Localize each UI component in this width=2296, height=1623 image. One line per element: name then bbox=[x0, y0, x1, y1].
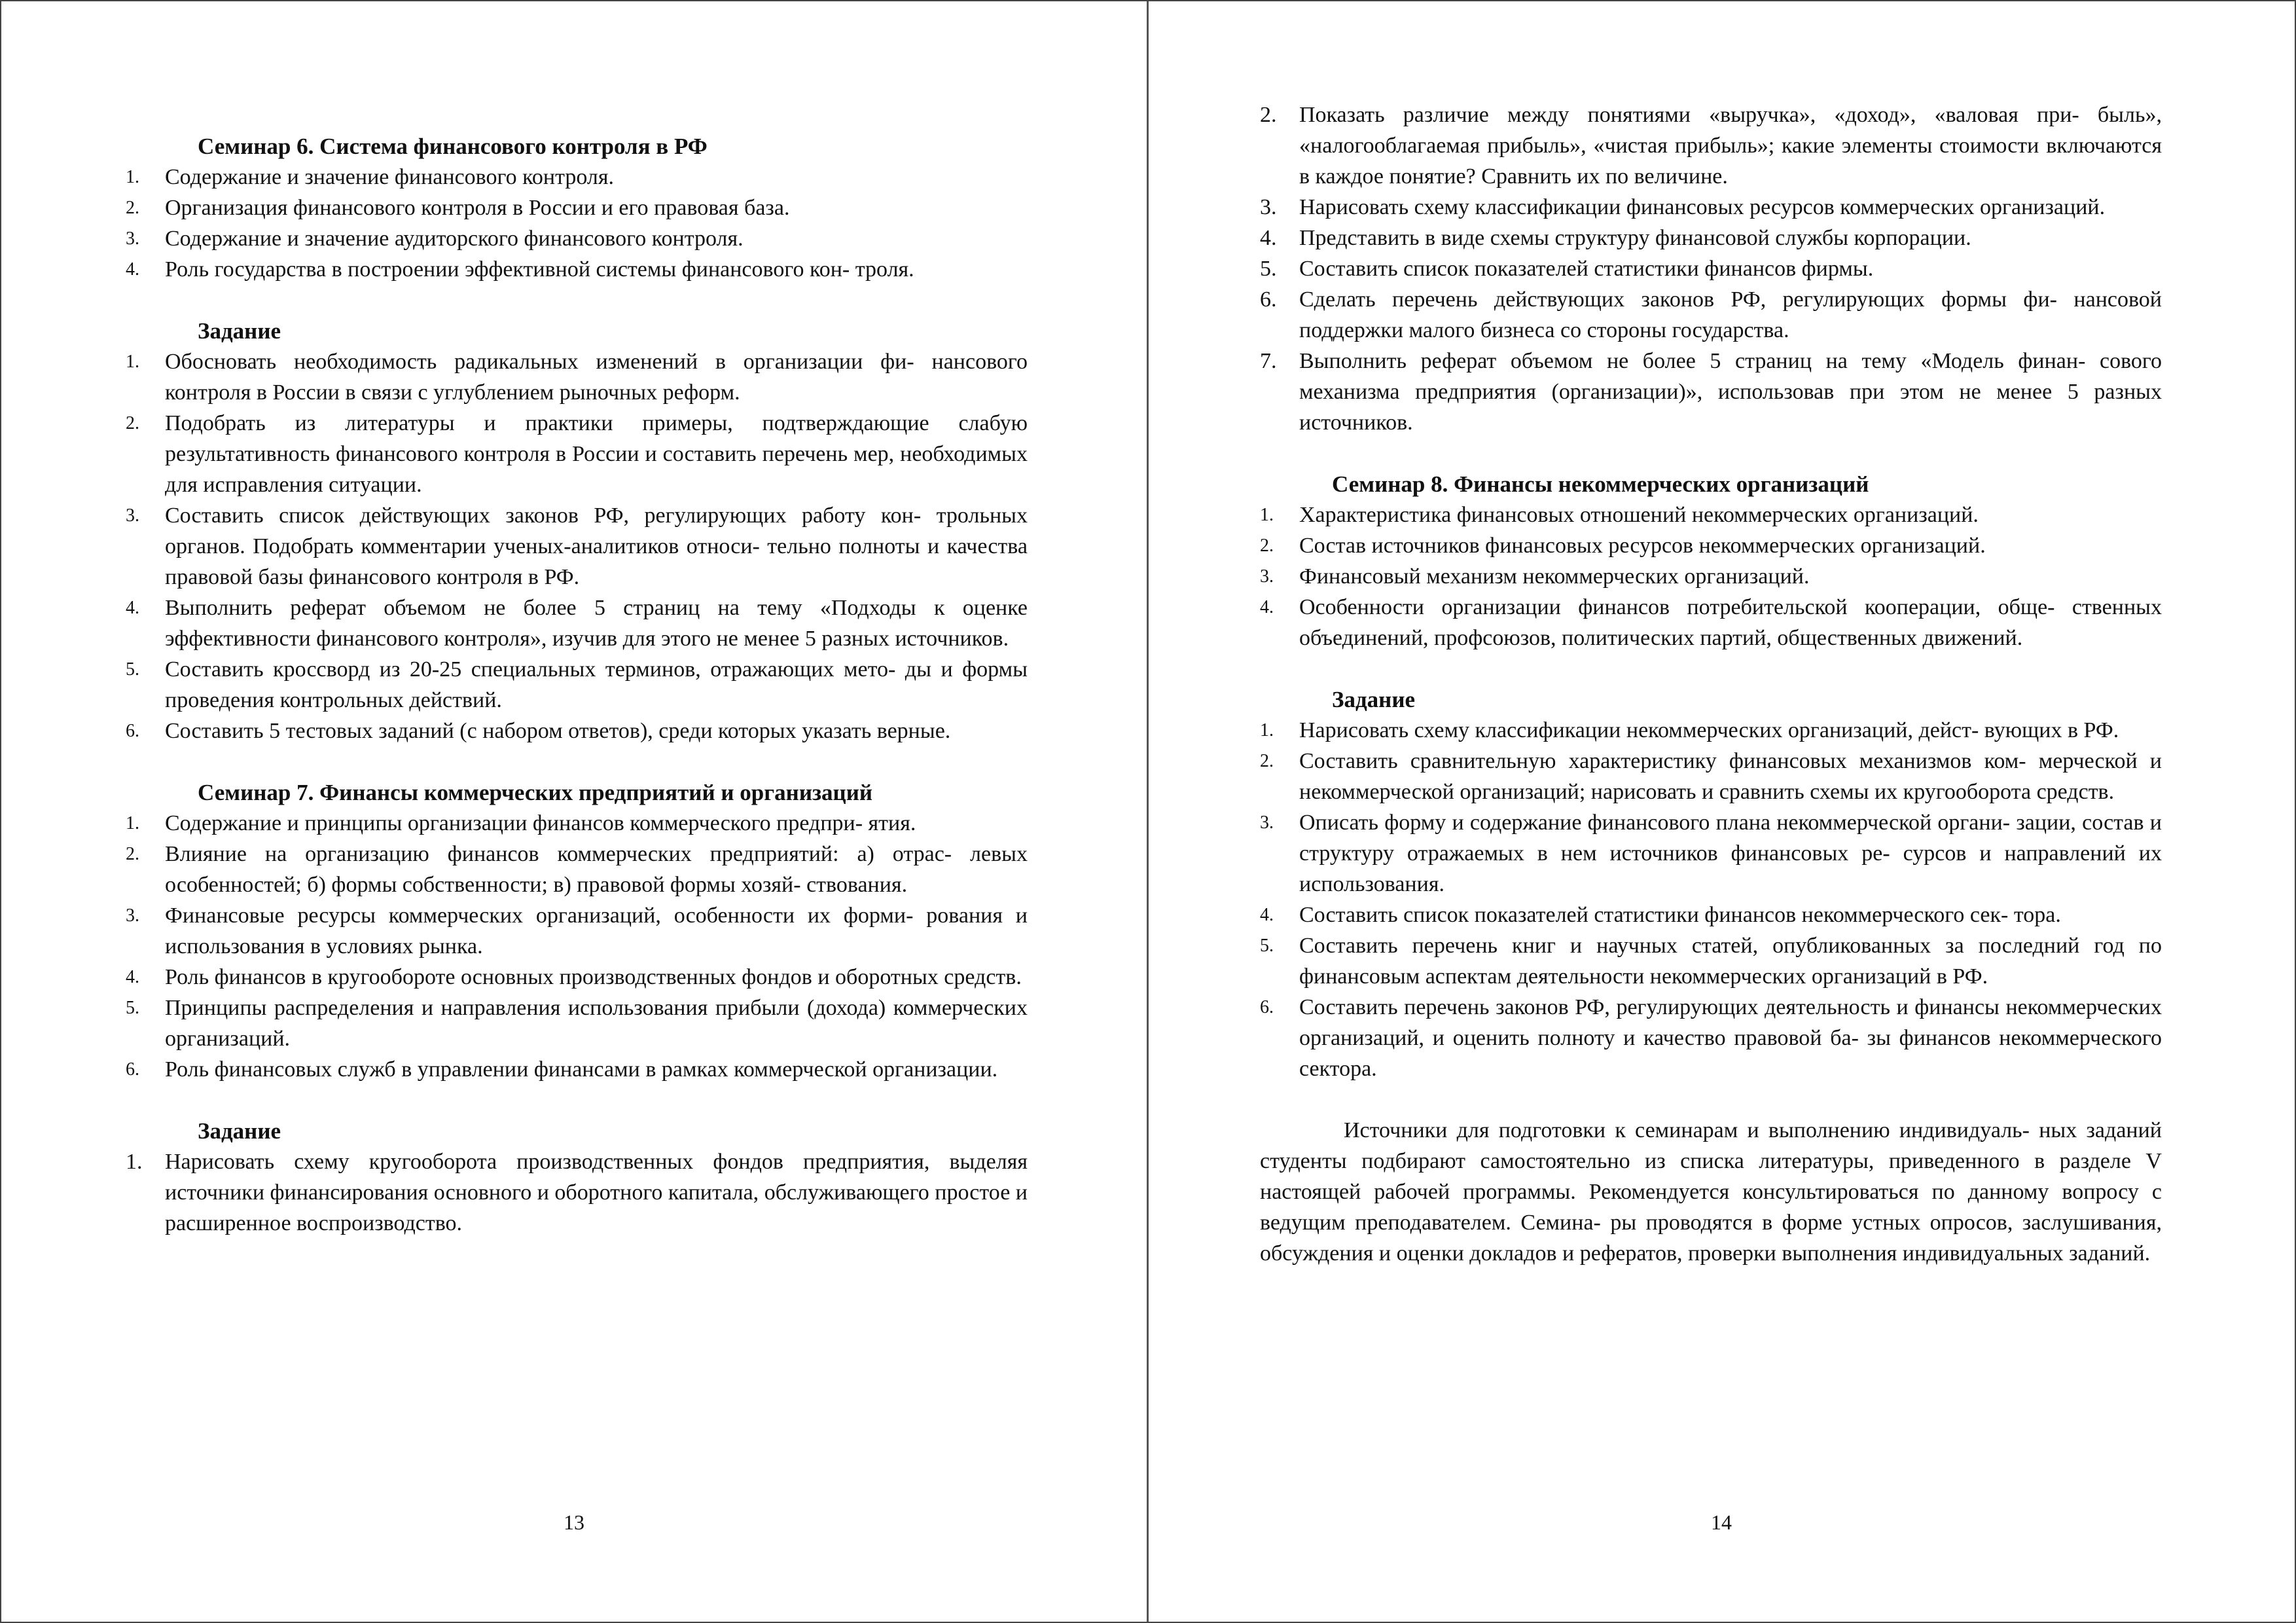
list-item bbox=[126, 223, 1028, 254]
seminar-7-title: Семинар 7. Финансы коммерческих предприятий и организаций bbox=[198, 780, 873, 805]
seminar-8-title: Семинар 8. Финансы некоммерческих организаций bbox=[1332, 471, 1869, 497]
list-item-text: Содержание и значение аудиторского финансового контроля. bbox=[165, 227, 744, 251]
list-item-text: Составить перечень законов РФ, регулирующих деятельность и финансы некоммерческих организаций, и оценить полноту и качество правовой ба- зы финансов некоммерческого сектора. bbox=[1299, 995, 2162, 1081]
list-item-number: 5. bbox=[1260, 257, 1277, 281]
list-item-number: 5. bbox=[126, 998, 139, 1018]
list-item-number: 2. bbox=[126, 413, 139, 433]
list-item-text: Роль финансовых служб в управлении финансами в рамках коммерческой организации. bbox=[165, 1057, 998, 1082]
list-item-number: 3. bbox=[126, 228, 139, 249]
list-item-text: Подобрать из литературы и практики примеры, подтверждающие слабую результативность финансового контроля в России и составить перечень мер, необходимых для исправления ситуации. bbox=[165, 411, 1028, 497]
list-item-number: 2. bbox=[1260, 103, 1277, 127]
list-item-text: Нарисовать схему классификации некоммерческих организаций, дейст- вующих в РФ. bbox=[1299, 718, 2119, 742]
list-item bbox=[126, 346, 1028, 408]
list-item-text: Содержание и значение финансового контроля. bbox=[165, 165, 615, 189]
list-item bbox=[126, 254, 1028, 285]
seminar-8-tasks bbox=[1260, 715, 2162, 1084]
list-item-text: Влияние на организацию финансов коммерческих предприятий: а) отрас- левых особенностей; б) формы собственности; в) правовой формы хозяй- ствования. bbox=[165, 842, 1028, 897]
list-item-number: 6. bbox=[126, 1059, 139, 1080]
list-item bbox=[1260, 100, 2162, 192]
list-item-number: 4. bbox=[126, 967, 139, 987]
list-item-text: Сделать перечень действующих законов РФ, регулирующих формы фи- нансовой поддержки малого бизнеса со стороны государства. bbox=[1299, 287, 2162, 342]
list-item bbox=[126, 408, 1028, 500]
list-item-text: Состав источников финансовых ресурсов некоммерческих организаций. bbox=[1299, 534, 1986, 558]
list-item bbox=[126, 593, 1028, 654]
list-item-text: Характеристика финансовых отношений некоммерческих организаций. bbox=[1299, 503, 1979, 527]
seminar-7-items bbox=[126, 808, 1028, 1085]
list-item bbox=[1260, 223, 2162, 253]
list-item bbox=[1260, 284, 2162, 346]
list-item-number: 6. bbox=[1260, 287, 1277, 312]
list-item-text: Составить кроссворд из 20-25 специальных терминов, отражающих мето- ды и формы проведения контрольных действий. bbox=[165, 657, 1028, 712]
list-item-text: Составить сравнительную характеристику финансовых механизмов ком- мерческой и некоммерческой организаций; нарисовать и сравнить схемы их кругооборота средств. bbox=[1299, 749, 2162, 804]
seminar-8-items bbox=[1260, 500, 2162, 653]
list-item bbox=[126, 993, 1028, 1054]
list-item-text: Организация финансового контроля в России и его правовая база. bbox=[165, 196, 790, 220]
seminar-6-title: Семинар 6. Система финансового контроля в РФ bbox=[198, 134, 708, 159]
seminar-8-task-title: Задание bbox=[1332, 687, 1416, 712]
list-item bbox=[1260, 900, 2162, 930]
list-item-number: 2. bbox=[126, 198, 139, 218]
list-item-text: Особенности организации финансов потребительской кооперации, обще- ственных объединений, профсоюзов, политических партий, общественных движений. bbox=[1299, 595, 2162, 650]
list-item-text: Нарисовать схему кругооборота производственных фондов предприятия, выделяя источники финансирования основного и оборотного капитала, обслуживающего простое и расширенное воспроизводство. bbox=[165, 1150, 1028, 1235]
list-item-number: 4. bbox=[126, 598, 139, 618]
list-item-number: 1. bbox=[1260, 505, 1274, 525]
list-item-number: 1. bbox=[126, 1150, 143, 1174]
list-item-text: Роль финансов в кругообороте основных производственных фондов и оборотных средств. bbox=[165, 965, 1022, 989]
list-item-text: Составить список показателей статистики финансов некоммерческого сек- тора. bbox=[1299, 903, 2061, 927]
list-item-number: 5. bbox=[126, 659, 139, 680]
list-item bbox=[126, 900, 1028, 962]
list-item bbox=[126, 500, 1028, 593]
list-item-text: Описать форму и содержание финансового плана некоммерческой органи- зации, состав и структуру отражаемых в нем источников финансовых ре- сурсов и направлений их использования. bbox=[1299, 811, 2162, 896]
list-item-number: 4. bbox=[1260, 905, 1274, 925]
seminar-6-task-title: Задание bbox=[198, 318, 281, 344]
list-item-number: 2. bbox=[126, 844, 139, 864]
page-right-content bbox=[1260, 100, 2162, 1269]
list-item bbox=[1260, 992, 2162, 1084]
list-item-number: 1. bbox=[1260, 720, 1274, 740]
list-item-text: Представить в виде схемы структуру финансовой службы корпорации. bbox=[1299, 226, 1971, 250]
page-left bbox=[1, 1, 1149, 1622]
list-item bbox=[1260, 715, 2162, 746]
list-item bbox=[126, 716, 1028, 746]
list-item-number: 5. bbox=[1260, 936, 1274, 956]
list-item bbox=[1260, 746, 2162, 807]
list-item-text: Роль государства в построении эффективной системы финансового кон- троля. bbox=[165, 257, 914, 282]
list-item-number: 3. bbox=[1260, 812, 1274, 833]
list-item bbox=[1260, 930, 2162, 992]
list-item-text: Обосновать необходимость радикальных изменений в организации фи- нансового контроля в России в связи с углублением рыночных реформ. bbox=[165, 350, 1028, 405]
list-item-text: Нарисовать схему классификации финансовых ресурсов коммерческих организаций. bbox=[1299, 195, 2106, 219]
list-item-text: Финансовые ресурсы коммерческих организаций, особенности их форми- рования и использования в условиях рынка. bbox=[165, 903, 1028, 958]
list-item bbox=[1260, 807, 2162, 900]
list-item-number: 1. bbox=[126, 167, 139, 187]
list-item-text: Финансовый механизм некоммерческих организаций. bbox=[1299, 564, 1810, 589]
seminar-7-task-title: Задание bbox=[198, 1118, 281, 1144]
page-number-right: 14 bbox=[1711, 1510, 1732, 1534]
list-item-number: 4. bbox=[1260, 226, 1277, 250]
list-item-text: Выполнить реферат объемом не более 5 страниц на тему «Модель финан- сового механизма предприятия (организации)», использовав при этом не менее 5 разных источников. bbox=[1299, 349, 2162, 435]
list-item-number: 1. bbox=[126, 813, 139, 833]
seminar-7-tasks-continued bbox=[1260, 100, 2162, 438]
seminar-6-items bbox=[126, 162, 1028, 285]
list-item bbox=[126, 1054, 1028, 1085]
list-item-number: 3. bbox=[126, 505, 139, 526]
list-item-number: 6. bbox=[126, 721, 139, 741]
list-item bbox=[1260, 530, 2162, 561]
page-left-content bbox=[126, 131, 1028, 1239]
list-item bbox=[126, 1146, 1028, 1239]
list-item bbox=[126, 808, 1028, 839]
list-item-text: Содержание и принципы организации финансов коммерческого предпри- ятия. bbox=[165, 811, 916, 835]
page-right bbox=[1149, 1, 2294, 1622]
list-item-text: Составить список действующих законов РФ, регулирующих работу кон- трольных органов. Подобрать комментарии ученых-аналитиков относи- тельно полноты и качества правовой базы финансового контроля в РФ. bbox=[165, 503, 1028, 589]
list-item bbox=[126, 654, 1028, 716]
seminar-7-tasks bbox=[126, 1146, 1028, 1239]
list-item bbox=[1260, 592, 2162, 653]
list-item bbox=[1260, 346, 2162, 438]
list-item-number: 2. bbox=[1260, 751, 1274, 771]
list-item bbox=[126, 192, 1028, 223]
list-item-number: 3. bbox=[1260, 566, 1274, 587]
list-item-number: 1. bbox=[126, 352, 139, 372]
list-item-text: Составить перечень книг и научных статей, опубликованных за последний год по финансовым аспектам деятельности некоммерческих организаций в РФ. bbox=[1299, 934, 2162, 989]
page-number-left: 13 bbox=[564, 1510, 584, 1534]
closing-paragraph: Источники для подготовки к семинарам и выполнению индивидуаль- ных заданий студенты подбирают самостоятельно из списка литературы, приведенного в разделе V настоящей рабочей программы. Рекомендуется консультироваться по данному вопросу с ведущим преподавателем. Семина- ры проводятся в форме устных опросов, заслушивания, обсуждения и оценки докладов и рефератов, проверки выполнения индивидуальных заданий. bbox=[1260, 1118, 2162, 1266]
list-item-text: Составить список показателей статистики финансов фирмы. bbox=[1299, 257, 1874, 281]
list-item bbox=[1260, 500, 2162, 530]
list-item-number: 3. bbox=[1260, 195, 1277, 219]
list-item-number: 4. bbox=[126, 259, 139, 280]
list-item-number: 2. bbox=[1260, 536, 1274, 556]
list-item bbox=[1260, 192, 2162, 223]
list-item bbox=[126, 962, 1028, 993]
list-item-number: 4. bbox=[1260, 597, 1274, 617]
list-item bbox=[126, 162, 1028, 192]
list-item bbox=[1260, 253, 2162, 284]
list-item-number: 6. bbox=[1260, 997, 1274, 1017]
list-item-number: 3. bbox=[126, 905, 139, 926]
list-item-number: 7. bbox=[1260, 349, 1277, 373]
list-item-text: Принципы распределения и направления использования прибыли (дохода) коммерческих организаций. bbox=[165, 996, 1028, 1051]
list-item bbox=[1260, 561, 2162, 592]
list-item bbox=[126, 839, 1028, 900]
list-item-text: Показать различие между понятиями «выручка», «доход», «валовая при- быль», «налогооблагаемая прибыль», «чистая прибыль»; какие элементы стоимости включаются в каждое понятие? Сравнить их по величине. bbox=[1299, 103, 2162, 189]
list-item-text: Составить 5 тестовых заданий (с набором ответов), среди которых указать верные. bbox=[165, 719, 951, 743]
seminar-6-tasks bbox=[126, 346, 1028, 746]
list-item-text: Выполнить реферат объемом не более 5 страниц на тему «Подходы к оценке эффективности финансового контроля», изучив для этого не менее 5 разных источников. bbox=[165, 596, 1028, 651]
